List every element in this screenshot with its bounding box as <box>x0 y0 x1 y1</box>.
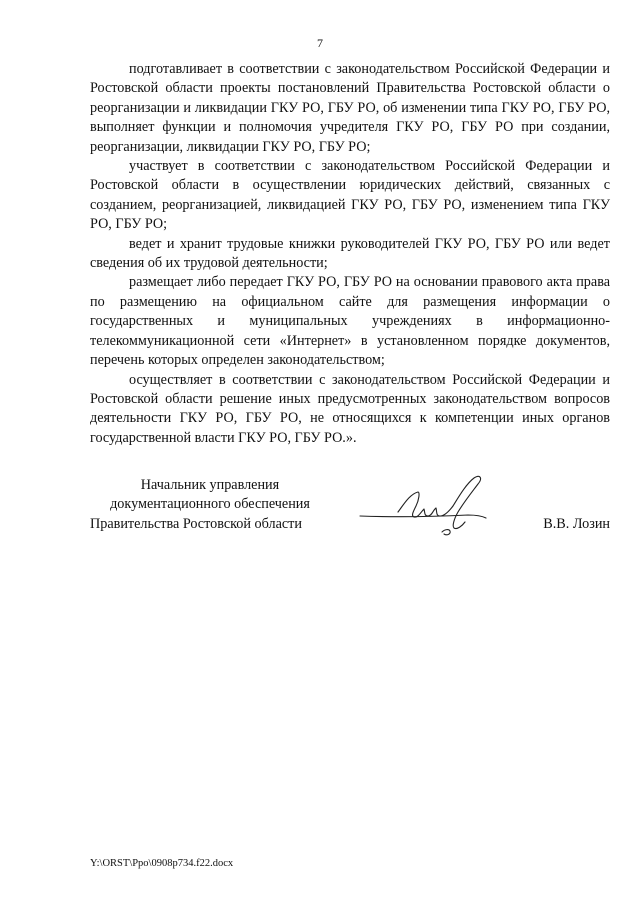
signer-name: В.В. Лозин <box>543 515 610 532</box>
page-number: 7 <box>317 36 323 50</box>
paragraph-prepares-drafts: подготавливает в соответствии с законодательством Российской Федерации и Ростовской области проекты постановлений Правительства Ростовской области о реорганизации и ликвидации ГКУ РО, ГБУ РО, об изменении типа ГКУ РО, ГБУ РО, выполняет функции и полномочия учредителя ГКУ РО, ГБУ РО при создании, реорганизации, ликвидации ГКУ РО, ГБУ РО; <box>90 61 610 155</box>
paragraph-publishes-documents: размещает либо передает ГКУ РО, ГБУ РО на основании правового акта права по размещению на официальном сайте для размещения информации о государственных и муниципальных учреждениях в информационно-телекоммуникационной сети «Интернет» в установленном порядке документов, перечень которых определен законодательством; <box>90 274 610 369</box>
file-path: Y:\ORST\Ppo\0908p734.f22.docx <box>90 858 234 869</box>
signature-block <box>90 476 610 556</box>
signer-position-line: документационного обеспечения <box>110 496 310 513</box>
paragraph-work-records: ведет и хранит трудовые книжки руководителей ГКУ РО, ГБУ РО или ведет сведения об их трудовой деятельности; <box>90 235 610 272</box>
handwritten-signature <box>358 472 508 544</box>
document-body <box>90 60 610 448</box>
paragraph-other-questions: осуществляет в соответствии с законодательством Российской Федерации и Ростовской области решение иных предусмотренных законодательством вопросов деятельности ГКУ РО, ГБУ РО, не относящихся к компетенции иных органов государственной власти ГКУ РО, ГБУ РО.». <box>90 371 610 446</box>
signer-position-line: Правительства Ростовской области <box>90 515 302 532</box>
signer-position <box>90 476 330 534</box>
paragraph-participates-legal-actions: участвует в соответствии с законодательством Российской Федерации и Ростовской области в осуществлении юридических действий, связанных с созданием, реорганизацией, ликвидацией ГКУ РО, ГБУ РО, изменением типа ГКУ РО, ГБУ РО; <box>90 158 610 233</box>
signer-position-line: Начальник управления <box>140 477 280 493</box>
